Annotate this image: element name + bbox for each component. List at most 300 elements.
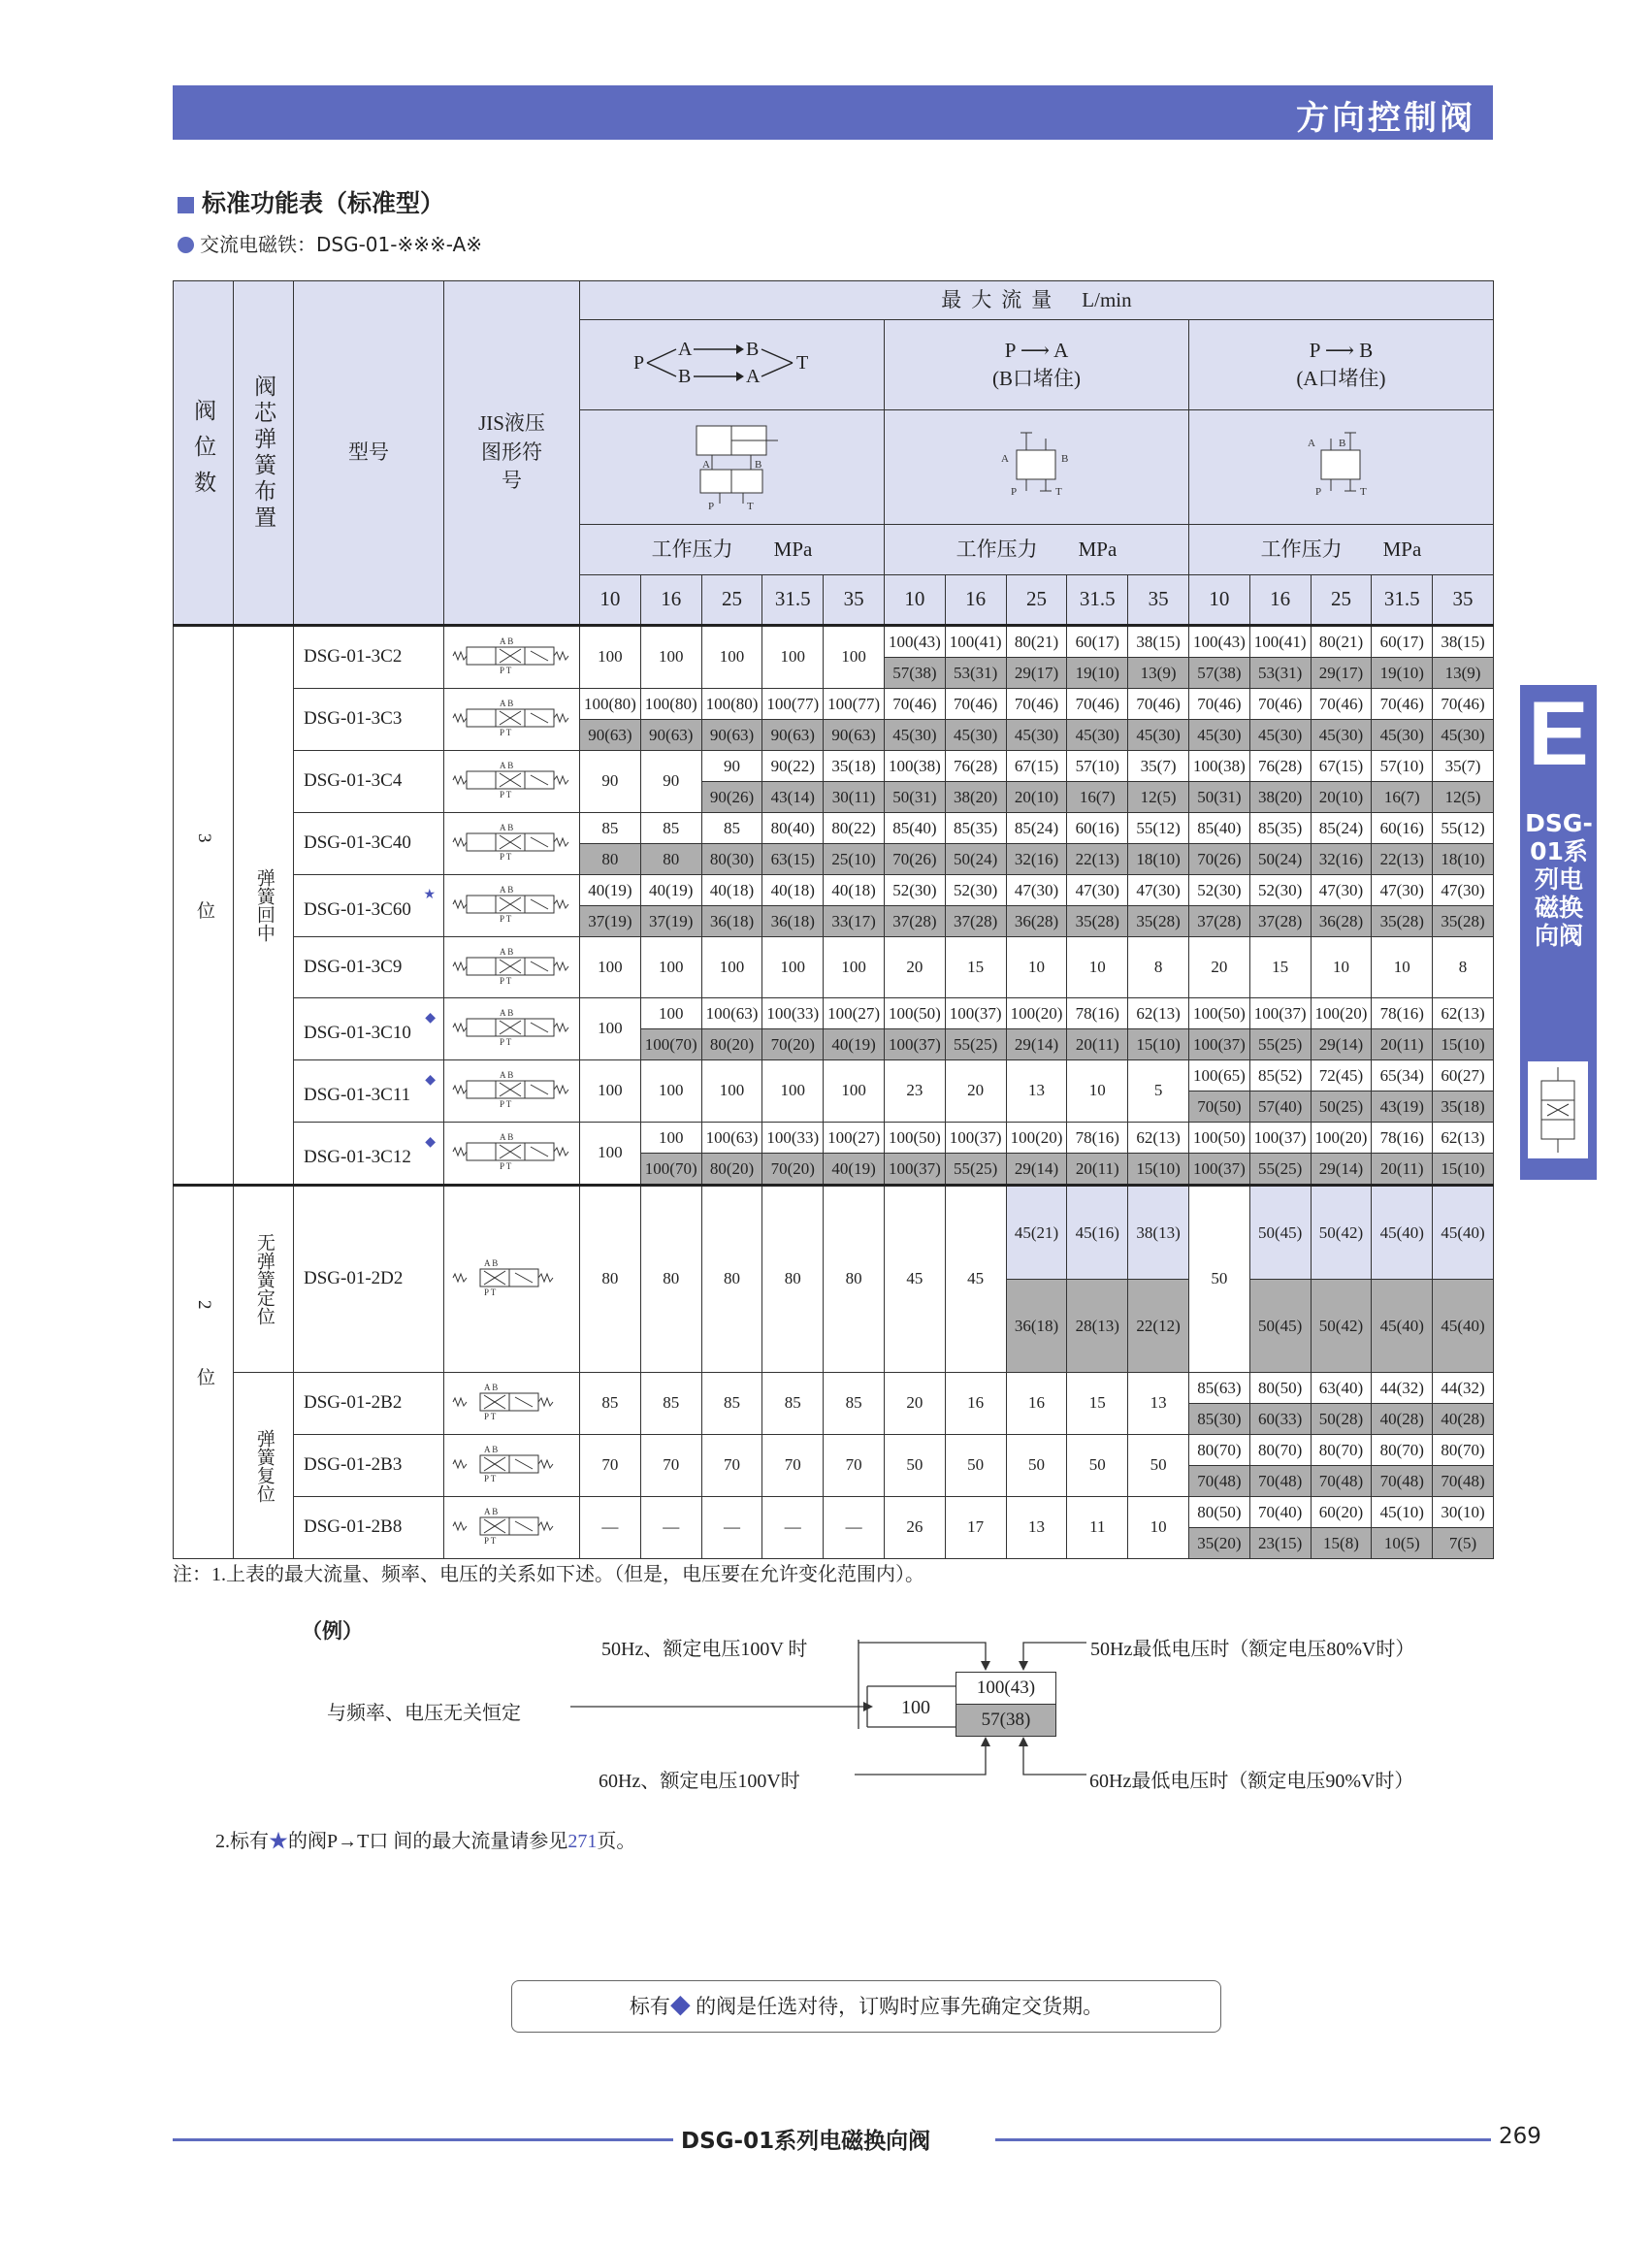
flow-lower: 15(10) (1128, 1154, 1188, 1184)
valve-symbol-icon (451, 635, 573, 674)
svg-text:A B: A B (483, 1445, 498, 1455)
flow-cell (1372, 875, 1433, 937)
jis-symbol-cell (444, 1060, 580, 1123)
flow-cell: 100 (580, 1060, 641, 1123)
flow-cell (1372, 1186, 1433, 1373)
pressure-header: 16 (1249, 575, 1311, 626)
flow-lower: 50(31) (1189, 782, 1249, 812)
flow-lower: 70(48) (1433, 1466, 1493, 1496)
flow-cell (1249, 1123, 1311, 1186)
flow-lower: 36(28) (1007, 906, 1067, 936)
flow-upper: 100(80) (580, 689, 640, 720)
flow-cell: 20 (1188, 937, 1249, 998)
flow-upper: 62(13) (1433, 1123, 1493, 1154)
flow-cell: 100 (824, 937, 885, 998)
flow-cell (1311, 751, 1372, 813)
flow-cell: 8 (1433, 937, 1494, 998)
svg-text:P T: P T (483, 1412, 496, 1421)
flow-cell (1128, 1186, 1189, 1373)
flow-lower: 43(14) (762, 782, 823, 812)
flow-cell (1311, 1123, 1372, 1186)
flow-lower: 35(28) (1128, 906, 1188, 936)
flow-cell (1372, 998, 1433, 1060)
flow-upper: 85 (580, 813, 640, 844)
flow-cell (1311, 1435, 1372, 1497)
flow-cell (1433, 875, 1494, 937)
flow-upper: 70(46) (1372, 689, 1432, 720)
side-tab-letter: E (1528, 682, 1589, 784)
model-cell (294, 813, 444, 875)
valve-symbol-icon (451, 884, 573, 923)
flow-upper: 78(16) (1067, 1123, 1127, 1154)
flow-upper: 100 (641, 1123, 701, 1154)
flow-lower: 33(17) (824, 906, 884, 936)
valve-thumbnail-icon (1528, 1061, 1588, 1158)
flow-cell: 15 (945, 937, 1006, 998)
flow-lower: 45(30) (1372, 720, 1432, 750)
flow-upper: 52(30) (1250, 875, 1311, 906)
svg-text:T: T (747, 500, 755, 512)
option-note-box: 标有◆ 的阀是任选对待，订购时应事先确定交货期。 (511, 1980, 1221, 2033)
flow-lower: 55(25) (946, 1029, 1006, 1059)
flow-lower: 37(28) (885, 906, 945, 936)
flow-cell (1372, 1060, 1433, 1123)
flow-cell: 100 (640, 1060, 701, 1123)
flow-cell: 100 (701, 937, 762, 998)
flow-cell: — (640, 1497, 701, 1559)
flow-lower: 10(5) (1372, 1528, 1432, 1558)
pressure-header: 16 (945, 575, 1006, 626)
flow-cell (762, 1123, 824, 1186)
flow-upper: 90(22) (762, 751, 823, 782)
flow-cell: 70 (701, 1435, 762, 1497)
example-50hz-rated: 50Hz、额定电压100V 时 (601, 1639, 808, 1660)
flow-lower: 35(28) (1433, 906, 1493, 936)
svg-text:P T: P T (499, 1099, 511, 1109)
flow-cell (640, 689, 701, 751)
flow-upper: 70(40) (1250, 1497, 1311, 1528)
flow-cell (884, 626, 945, 689)
svg-text:P: P (1315, 485, 1322, 498)
model-name: DSG-01-2B3 (304, 1454, 403, 1476)
flow-cell: 15 (1249, 937, 1311, 998)
flow-lower: 38(20) (946, 782, 1006, 812)
footer-line-left (173, 2138, 673, 2141)
flow-lower: 37(28) (946, 906, 1006, 936)
svg-text:B: B (1339, 437, 1346, 449)
example-50hz-min: 50Hz最低电压时（额定电压80%V时） (1090, 1639, 1415, 1660)
option-mark: ★ (423, 888, 436, 903)
positions-3: 3位 (174, 626, 234, 1186)
flow-cell (884, 998, 945, 1060)
model-cell (294, 1373, 444, 1435)
svg-text:A: A (702, 458, 711, 471)
valve-symbol-icon (451, 1069, 573, 1108)
flow-lower: 29(17) (1312, 658, 1372, 688)
model-cell (294, 689, 444, 751)
flow-lower: 43(19) (1372, 1091, 1432, 1122)
flow-cell (580, 875, 641, 937)
flow-cell (945, 813, 1006, 875)
flow-lower: 50(24) (1250, 844, 1311, 874)
flow-cell: 26 (884, 1497, 945, 1559)
jis-symbol-cell (444, 1186, 580, 1373)
flow-cell (945, 751, 1006, 813)
flow-upper: 80(40) (762, 813, 823, 844)
svg-text:A B: A B (499, 885, 513, 896)
flow-upper: 70(46) (1189, 689, 1249, 720)
flow-lower: 70(20) (762, 1154, 823, 1184)
pressure-header: 10 (884, 575, 945, 626)
header-jis: JIS液压图形符号 (444, 281, 580, 626)
flow-lower: 45(30) (1189, 720, 1249, 750)
flow-lower: 90(63) (762, 720, 823, 750)
model-cell (294, 1186, 444, 1373)
flow-lower: 53(31) (1250, 658, 1311, 688)
flow-cell (1433, 689, 1494, 751)
example-label: （例） (302, 1619, 363, 1643)
header-pressure-1: 工作压力 MPa (580, 525, 885, 575)
flow-lower: 20(11) (1372, 1029, 1432, 1059)
flow-upper: 76(28) (1250, 751, 1311, 782)
valve-symbol-icon (451, 946, 573, 985)
flow-cell (1372, 1497, 1433, 1559)
flow-upper: 47(30) (1372, 875, 1432, 906)
flow-upper: 52(30) (946, 875, 1006, 906)
flow-cell (1188, 998, 1249, 1060)
flow-upper: 80(70) (1312, 1435, 1372, 1466)
flow-cell (1128, 813, 1189, 875)
flow-cell (701, 689, 762, 751)
flow-lower: 90(63) (824, 720, 884, 750)
flow-upper: 100(80) (641, 689, 701, 720)
flow-lower: 100(70) (641, 1154, 701, 1184)
flow-cell (762, 751, 824, 813)
flow-cell: 80 (762, 1186, 824, 1373)
flow-upper: 100(37) (946, 998, 1006, 1029)
jis-symbol-cell (444, 875, 580, 937)
flow-cell (1433, 751, 1494, 813)
flow-lower: 12(5) (1128, 782, 1188, 812)
flow-lower: 29(14) (1007, 1154, 1067, 1184)
flow-cell: 100 (580, 998, 641, 1060)
flow-upper: 100(37) (1250, 998, 1311, 1029)
svg-text:P T: P T (483, 1287, 496, 1297)
model-name: DSG-01-3C60 (304, 899, 411, 921)
flow-lower: 19(10) (1067, 658, 1127, 688)
flow-lower: 45(30) (885, 720, 945, 750)
header-pressure-3: 工作压力 MPa (1188, 525, 1493, 575)
flow-lower: 80 (580, 844, 640, 874)
flow-lower: 90(63) (641, 720, 701, 750)
flow-upper: 45(40) (1372, 1187, 1432, 1280)
flow-lower: 20(10) (1007, 782, 1067, 812)
flow-cell (1311, 998, 1372, 1060)
flow-lower: 50(24) (946, 844, 1006, 874)
jis-symbol-cell (444, 1123, 580, 1186)
flow-lower: 55(25) (1250, 1029, 1311, 1059)
svg-text:P: P (633, 352, 645, 375)
svg-text:B: B (755, 458, 762, 471)
flow-upper: 100(43) (1189, 627, 1249, 658)
function-table-wrap (173, 280, 1493, 1559)
port-b-blocked-icon (988, 421, 1085, 508)
flow-lower: 45(30) (1250, 720, 1311, 750)
flow-lower: 23(15) (1250, 1528, 1311, 1558)
flow-upper: 45(40) (1433, 1187, 1493, 1280)
flow-cell: 45 (884, 1186, 945, 1373)
svg-text:A: A (1308, 437, 1316, 449)
model-name: DSG-01-3C3 (304, 708, 403, 730)
flow-upper: 100(38) (885, 751, 945, 782)
flow-cell: 15 (1067, 1373, 1128, 1435)
flow-lower: 57(40) (1250, 1091, 1311, 1122)
port-a-blocked-icon (1292, 421, 1389, 508)
flow-cell: 85 (762, 1373, 824, 1435)
svg-text:A B: A B (499, 699, 513, 709)
model-name: DSG-01-3C12 (304, 1147, 411, 1168)
flow-lower: 32(16) (1312, 844, 1372, 874)
flow-cell (701, 875, 762, 937)
flow-lower: 35(28) (1067, 906, 1127, 936)
flow-lower: 50(31) (885, 782, 945, 812)
valve-symbol-icon (451, 822, 573, 861)
flow-lower: 30(11) (824, 782, 884, 812)
flow-upper: 85(40) (1189, 813, 1249, 844)
flow-cell: 10 (1006, 937, 1067, 998)
flow-upper: 45(16) (1067, 1187, 1127, 1280)
svg-text:T: T (1055, 485, 1063, 498)
flow-cell (1311, 875, 1372, 937)
flow-cell (884, 875, 945, 937)
header-bar (173, 85, 1493, 140)
flow-cell (1311, 1373, 1372, 1435)
model-cell (294, 626, 444, 689)
flow-upper: 100(37) (946, 1123, 1006, 1154)
flow-cell (824, 875, 885, 937)
flow-upper: 60(27) (1433, 1060, 1493, 1091)
flow-lower: 90(63) (702, 720, 762, 750)
flow-cell (640, 1123, 701, 1186)
flow-upper: 100(50) (1189, 1123, 1249, 1154)
flow-upper: 60(20) (1312, 1497, 1372, 1528)
flow-lower: 80(30) (702, 844, 762, 874)
flow-cell (1067, 875, 1128, 937)
flow-lower: 36(18) (702, 906, 762, 936)
flow-upper: 70(46) (885, 689, 945, 720)
flow-cell (1188, 626, 1249, 689)
flow-upper: 70(46) (1250, 689, 1311, 720)
flow-lower: 45(30) (946, 720, 1006, 750)
flow-cell: 50 (1188, 1186, 1249, 1373)
flow-lower: 60(33) (1250, 1404, 1311, 1434)
flow-upper: 100(77) (824, 689, 884, 720)
flow-upper: 52(30) (1189, 875, 1249, 906)
flow-upper: 63(40) (1312, 1373, 1372, 1404)
flow-lower: 22(12) (1128, 1280, 1188, 1372)
flow-cell: 17 (945, 1497, 1006, 1559)
pressure-header: 25 (701, 575, 762, 626)
flow-upper: 57(10) (1372, 751, 1432, 782)
flow-cell: 11 (1067, 1497, 1128, 1559)
flow-cell: 85 (640, 1373, 701, 1435)
flow-upper: 80(50) (1250, 1373, 1311, 1404)
flow-cell (1188, 1123, 1249, 1186)
example-60hz-min: 60Hz最低电压时（额定电压90%V时） (1089, 1771, 1414, 1792)
flow-lower: 13(9) (1433, 658, 1493, 688)
flow-cell (1188, 1373, 1249, 1435)
flow-cell (1128, 626, 1189, 689)
flow-cell (1311, 1186, 1372, 1373)
pressure-header: 31.5 (1372, 575, 1433, 626)
spring-center: 弹簧回中 (234, 626, 294, 1186)
flow-cell (1433, 813, 1494, 875)
flow-upper: 50(45) (1250, 1187, 1311, 1280)
side-tab-text: DSG-01系列电磁换向阀 (1525, 809, 1593, 950)
header-title: 方向控制阀 (1296, 99, 1475, 138)
flow-upper: 100(20) (1007, 998, 1067, 1029)
flow-cell (1249, 875, 1311, 937)
section-title: 标准功能表（标准型） (178, 184, 444, 219)
flow-upper: 60(17) (1067, 627, 1127, 658)
flow-cell: 50 (1128, 1435, 1189, 1497)
flow-cell (1188, 813, 1249, 875)
svg-text:A B: A B (483, 1507, 498, 1517)
flow-cell (945, 998, 1006, 1060)
flow-cell (1249, 1186, 1311, 1373)
flow-lower: 50(25) (1312, 1091, 1372, 1122)
flow-upper: 85(35) (946, 813, 1006, 844)
model-name: DSG-01-3C2 (304, 646, 403, 668)
flow-upper: 80(70) (1372, 1435, 1432, 1466)
flow-cell: 50 (1006, 1435, 1067, 1497)
svg-text:A B: A B (499, 946, 513, 957)
flow-lower: 100(70) (641, 1029, 701, 1059)
flow-cell (580, 813, 641, 875)
flow-upper: 35(18) (824, 751, 884, 782)
flow-upper: 100(20) (1312, 998, 1372, 1029)
flow-upper: 80(70) (1189, 1435, 1249, 1466)
flow-upper: 85(52) (1250, 1060, 1311, 1091)
flow-lower: 20(11) (1067, 1154, 1127, 1184)
flow-lower: 45(30) (1067, 720, 1127, 750)
flow-cell: 100 (824, 626, 885, 689)
flow-cell: 13 (1006, 1060, 1067, 1123)
flow-upper: 55(12) (1128, 813, 1188, 844)
flow-lower: 37(28) (1250, 906, 1311, 936)
jis-symbol-cell (444, 813, 580, 875)
flow-upper: 100(50) (885, 1123, 945, 1154)
flow-cell (640, 998, 701, 1060)
flow-lower: 36(28) (1312, 906, 1372, 936)
pressure-header: 31.5 (1067, 575, 1128, 626)
svg-text:A B: A B (483, 1258, 498, 1269)
flow-cell (1067, 1186, 1128, 1373)
svg-text:P T: P T (499, 1037, 511, 1047)
flow-cell: 80 (640, 1186, 701, 1373)
flow-cell (1067, 1123, 1128, 1186)
flow-upper: 67(15) (1312, 751, 1372, 782)
pressure-header: 35 (824, 575, 885, 626)
page-number: 269 (1499, 2124, 1541, 2149)
flow-cell (1249, 998, 1311, 1060)
flow-cell: 100 (701, 626, 762, 689)
model-name: DSG-01-3C11 (304, 1085, 411, 1106)
header-pressure-2: 工作压力 MPa (884, 525, 1188, 575)
flow-cell: 80 (580, 1186, 641, 1373)
flow-cell (580, 689, 641, 751)
flow-cell (1372, 1435, 1433, 1497)
flow-lower: 40(28) (1433, 1404, 1493, 1434)
model-name: DSG-01-2B8 (304, 1516, 403, 1538)
svg-text:A B: A B (499, 1070, 513, 1081)
flow-cell (884, 1123, 945, 1186)
model-name: DSG-01-3C4 (304, 770, 403, 792)
flow-cell (1433, 1373, 1494, 1435)
flow-upper: 100 (641, 998, 701, 1029)
model-name: DSG-01-2D2 (304, 1268, 404, 1289)
flow-cell: 85 (580, 1373, 641, 1435)
flow-lower: 29(17) (1007, 658, 1067, 688)
flow-lower: 57(38) (1189, 658, 1249, 688)
flow-upper: 60(16) (1067, 813, 1127, 844)
flow-lower: 37(19) (580, 906, 640, 936)
flow-upper: 62(13) (1128, 998, 1188, 1029)
flow-cell: 20 (884, 1373, 945, 1435)
flow-lower: 45(30) (1433, 720, 1493, 750)
model-name: DSG-01-3C10 (304, 1023, 411, 1044)
flow-cell (1006, 813, 1067, 875)
flow-cell: 50 (1067, 1435, 1128, 1497)
flow-cell: 70 (824, 1435, 885, 1497)
flow-cell (1006, 751, 1067, 813)
flow-upper: 100(41) (1250, 627, 1311, 658)
svg-text:P: P (1011, 485, 1018, 498)
page-link[interactable]: 271 (567, 1831, 598, 1852)
flow-upper: 80(50) (1189, 1497, 1249, 1528)
flow-cell: 45 (945, 1186, 1006, 1373)
flow-cell (1249, 813, 1311, 875)
flow-upper: 65(34) (1372, 1060, 1432, 1091)
flow-cell (824, 1123, 885, 1186)
flow-lower: 7(5) (1433, 1528, 1493, 1558)
flow-lower: 32(16) (1007, 844, 1067, 874)
model-cell (294, 1123, 444, 1186)
flow-cell (1433, 1435, 1494, 1497)
flow-cell (1188, 689, 1249, 751)
svg-text:T: T (796, 352, 809, 375)
flow-lower: 16(7) (1067, 782, 1127, 812)
svg-text:A: A (1001, 452, 1010, 465)
header-flow-pabt (580, 320, 885, 410)
flow-lower: 22(13) (1067, 844, 1127, 874)
model-cell (294, 875, 444, 937)
flow-lower: 20(10) (1312, 782, 1372, 812)
note-2: 2.标有★的阀P→T口 间的最大流量请参见271页。 (215, 1831, 636, 1852)
flow-cell: 100 (580, 937, 641, 998)
header-max-flow: 最大流量 L/min (580, 281, 1494, 320)
flow-cell (1006, 1186, 1067, 1373)
flow-cell: 100 (701, 1060, 762, 1123)
flow-upper: 45(10) (1372, 1497, 1432, 1528)
flow-cell: 70 (580, 1435, 641, 1497)
pressure-header: 25 (1006, 575, 1067, 626)
square-bullet-icon (178, 197, 194, 213)
flow-lower: 40(19) (824, 1154, 884, 1184)
flow-cell (1006, 1123, 1067, 1186)
valve-symbol-icon (451, 1506, 573, 1545)
flow-lower: 35(18) (1433, 1091, 1493, 1122)
